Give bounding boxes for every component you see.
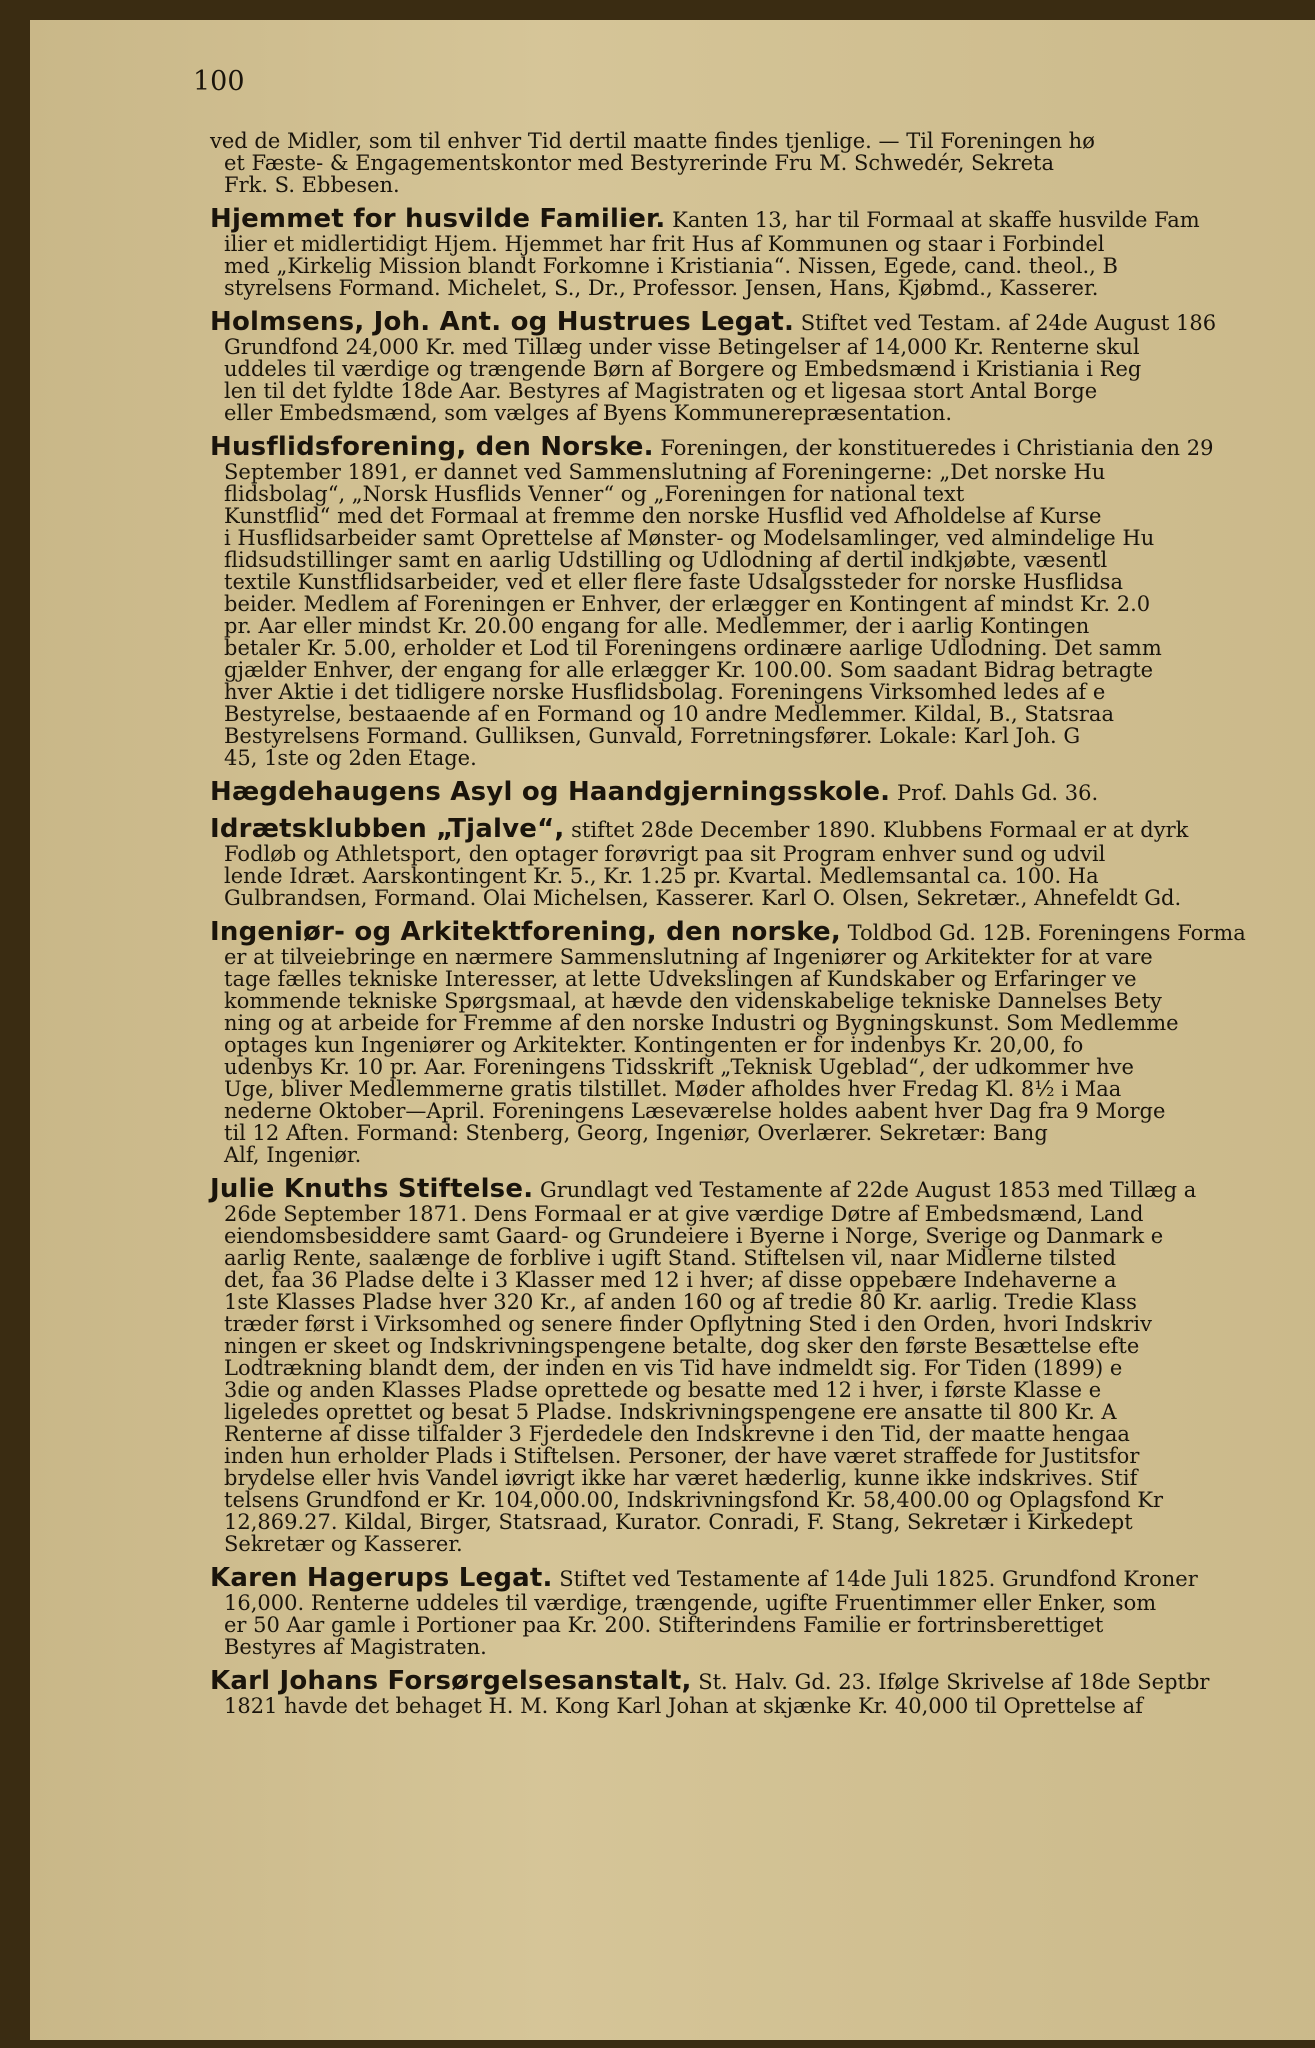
text-line: Stiftet ved Testam. af 24de August 186	[794, 311, 1217, 335]
text-line: er 50 Aar gamle i Portioner paa Kr. 200. Stifterindens Familie er fortrinsberettiget	[224, 1613, 1104, 1637]
text-line: ning og at arbeide for Fremme af den norske Industri og Bygningskunst. Som Medlemme	[224, 1011, 1179, 1035]
text-line: Sekretær og Kasserer.	[224, 1532, 463, 1556]
text-line: Grundlagt ved Testamente af 22de August 1853 med Tillæg a	[533, 1178, 1197, 1202]
entry-karl-johans	[210, 1668, 1315, 1717]
text-line: September 1891, er dannet ved Sammenslutning af Foreningerne: „Det norske Hu	[224, 460, 1106, 484]
entry-heading: Karl Johans Forsørgelsesanstalt,	[210, 1666, 692, 1696]
text-line: flidsbolag“, „Norsk Husflids Venner“ og „Foreningen for national text	[224, 482, 965, 506]
text-line: flidsudstillinger samt en aarlig Udstilling og Udlodning af dertil indkjøbte, væsentl	[224, 548, 1108, 572]
text-line: Fodløb og Athletsport, den optager forøvrigt paa sit Program enhver sund og udvil	[224, 842, 1106, 866]
text-line: med „Kirkelig Mission blandt Forkomne i Kristiania“. Nissen, Egede, cand. theol., B	[224, 254, 1118, 278]
text-line: 12,869.27. Kildal, Birger, Statsraad, Kurator. Conradi, F. Stang, Sekretær i Kirkedept	[224, 1510, 1133, 1534]
text-line: kommende tekniske Spørgsmaal, at hævde den videnskabelige tekniske Dannelses Bety	[224, 989, 1162, 1013]
text-line: træder først i Virksomhed og senere finder Opflytning Sted i den Orden, hvori Indskriv	[224, 1312, 1152, 1336]
text-line: styrelsens Formand. Michelet, S., Dr., Professor. Jensen, Hans, Kjøbmd., Kasserer.	[224, 276, 1099, 300]
entry-heading: Karen Hagerups Legat.	[210, 1563, 553, 1593]
text-line: eller Embedsmænd, som vælges af Byens Kommunerepræsentation.	[224, 401, 953, 425]
text-line: Lodtrækning blandt dem, der inden en vis Tid have indmeldt sig. For Tiden (1899) e	[224, 1356, 1123, 1380]
text-line: til 12 Aften. Formand: Stenberg, Georg, Ingeniør, Overlærer. Sekretær: Bang	[224, 1121, 1048, 1145]
text-line: ilier et midlertidigt Hjem. Hjemmet har frit Hus af Kommunen og staar i Forbindel	[224, 232, 1105, 256]
intro-paragraph	[210, 130, 1315, 196]
text-line: Foreningen, der konstitueredes i Christiania den 29	[653, 436, 1214, 460]
text-line: Toldbod Gd. 12B. Foreningens Forma	[840, 921, 1246, 945]
text-line: len til det fyldte 18de Aar. Bestyres af Magistraten og et ligesaa stort Antal Borge	[224, 379, 1098, 403]
text-line: optages kun Ingeniører og Arkitekter. Kontingenten er for indenbys Kr. 20,00, fo	[224, 1033, 1084, 1057]
text-line: Kanten 13, har til Formaal at skaffe husvilde Fam	[665, 208, 1200, 232]
text-line: nederne Oktober—April. Foreningens Læseværelse holdes aabent hver Dag fra 9 Morge	[224, 1099, 1166, 1123]
text-line: eiendomsbesiddere samt Gaard- og Grundeiere i Byerne i Norge, Sverige og Danmark e	[224, 1224, 1164, 1248]
text-line: 1821 havde det behaget H. M. Kong Karl Johan at skjænke Kr. 40,000 til Oprettelse af	[224, 1694, 1143, 1718]
text-line: stiftet 28de December 1890. Klubbens Formaal er at dyrk	[564, 818, 1189, 842]
text-line: brydelse eller hvis Vandel iøvrigt ikke har været hæderlig, kunne ikke indskrives. Stif	[224, 1466, 1138, 1490]
text-line: 3die og anden Klasses Pladse oprettede og besatte med 12 i hver, i første Klasse e	[224, 1378, 1102, 1402]
text-line: 1ste Klasses Pladse hver 320 Kr., af anden 160 og af tredie 80 Kr. aarlig. Tredie Klass	[224, 1290, 1137, 1314]
text-line: Bestyres af Magistraten.	[224, 1635, 487, 1659]
text-line: Frk. S. Ebbesen.	[224, 173, 400, 197]
text-line: Alf, Ingeniør.	[224, 1143, 362, 1167]
text-line: tage fælles tekniske Interesser, at lette Udvekslingen af Kundskaber og Erfaringer ve	[224, 967, 1137, 991]
text-line: det, faa 36 Pladse delte i 3 Klasser med 12 i hver; af disse oppebære Indehaverne a	[224, 1268, 1117, 1292]
text-line: 26de September 1871. Dens Formaal er at give værdige Døtre af Embedsmænd, Land	[224, 1202, 1144, 1226]
text-line: Kunstflid“ med det Formaal at fremme den norske Husflid ved Afholdelse af Kurse	[224, 504, 1102, 528]
text-line: uddeles til værdige og trængende Børn af Borgere og Embedsmænd i Kristiania i Reg	[224, 357, 1142, 381]
text-line: St. Halv. Gd. 23. Ifølge Skrivelse af 18de Septbr	[691, 1670, 1210, 1694]
entry-ingenior-forening	[210, 919, 1315, 1166]
text-line: pr. Aar eller mindst Kr. 20.00 engang for alle. Medlemmer, der i aarlig Kontingen	[224, 614, 1090, 638]
entry-heading: Holmsens, Joh. Ant. og Hustrues Legat.	[210, 307, 795, 337]
entry-heading: Hjemmet for husvilde Familier.	[210, 204, 666, 234]
text-line: textile Kunstflidsarbeider, ved et eller flere faste Udsalgssteder for norske Husflidsa	[224, 570, 1123, 594]
entry-husflidsforening	[210, 434, 1315, 769]
entry-tjalve	[210, 816, 1315, 909]
text-line: udenbys Kr. 10 pr. Aar. Foreningens Tidsskrift „Teknisk Ugeblad“, der udkommer hve	[224, 1055, 1134, 1079]
text-line: ved de Midler, som til enhver Tid dertil maatte findes tjenlige. — Til Foreningen hø	[210, 129, 1095, 153]
entry-haegdehaugens	[210, 779, 1315, 806]
entry-heading: Ingeniør- og Arkitektforening, den norske,	[210, 917, 841, 947]
text-line: Bestyrelsens Formand. Gulliksen, Gunvald, Forretningsfører. Lokale: Karl Joh. G	[224, 724, 1081, 748]
text-line: aarlig Rente, saalænge de forblive i ugift Stand. Stiftelsen vil, naar Midlerne tilsted	[224, 1246, 1117, 1270]
text-line: gjælder Enhver, der engang for alle erlægger Kr. 100.00. Som saadant Bidrag betragte	[224, 658, 1154, 682]
entry-heading: Hægdehaugens Asyl og Haandgjerningsskole.	[210, 777, 891, 807]
text-line: Grundfond 24,000 Kr. med Tillæg under visse Betingelser af 14,000 Kr. Renterne skul	[224, 335, 1140, 359]
text-line: beider. Medlem af Foreningen er Enhver, der erlægger en Kontingent af mindst Kr. 2.0	[224, 592, 1151, 616]
text-line: hver Aktie i det tidligere norske Husflidsbolag. Foreningens Virksomhed ledes af e	[224, 680, 1106, 704]
text-line: ligeledes oprettet og besat 5 Pladse. Indskrivningspengene ere ansatte til 800 Kr. A	[224, 1400, 1117, 1424]
text-line: er at tilveiebringe en nærmere Sammenslutning af Ingeniører og Arkitekter for at vare	[224, 945, 1153, 969]
text-line: Gulbrandsen, Formand. Olai Michelsen, Kasserer. Karl O. Olsen, Sekretær., Ahnefeldt Gd.	[224, 886, 1182, 910]
text-line: Uge, bliver Medlemmerne gratis tilstillet. Møder afholdes hver Fredag Kl. 8½ i Maa	[224, 1077, 1122, 1101]
text-line: Bestyrelse, bestaaende af en Formand og 10 andre Medlemmer. Kildal, B., Statsraa	[224, 702, 1114, 726]
entry-heading: Julie Knuths Stiftelse.	[210, 1174, 534, 1204]
entry-julie-knuths	[210, 1176, 1315, 1555]
text-line: telsens Grundfond er Kr. 104,000.00, Indskrivningsfond Kr. 58,400.00 og Oplagsfond Kr	[224, 1488, 1164, 1512]
entry-hjemmet	[210, 206, 1315, 299]
page-number: 100	[193, 66, 245, 97]
entry-karen-hagerups	[210, 1565, 1315, 1658]
text-line: Prof. Dahls Gd. 36.	[890, 781, 1099, 805]
text-line: i Husflidsarbeider samt Oprettelse af Mønster- og Modelsamlinger, ved almindelige Hu	[224, 526, 1155, 550]
entry-heading: Idrætsklubben „Tjalve“,	[210, 814, 565, 844]
text-column	[210, 130, 1315, 1717]
text-line: 45, 1ste og 2den Etage.	[224, 746, 477, 770]
text-line: 16,000. Renterne uddeles til værdige, trængende, ugifte Fruentimmer eller Enker, som	[224, 1591, 1157, 1615]
text-line: Renterne af disse tilfalder 3 Fjerdedele den Indskrevne i den Tid, der maatte hengaa	[224, 1422, 1130, 1446]
text-line: betaler Kr. 5.00, erholder et Lod til Foreningens ordinære aarlige Udlodning. Det samm	[224, 636, 1162, 660]
text-line: ningen er skeet og Indskrivningspengene betalte, dog sker den første Besættelse efte	[224, 1334, 1140, 1358]
text-line: Stiftet ved Testamente af 14de Juli 1825. Grundfond Kroner	[552, 1567, 1198, 1591]
entry-heading: Husflidsforening, den Norske.	[210, 432, 654, 462]
text-line: et Fæste- & Engagementskontor med Bestyrerinde Fru M. Schwedér, Sekreta	[224, 151, 1055, 175]
text-line: lende Idræt. Aarskontingent Kr. 5., Kr. 1.25 pr. Kvartal. Medlemsantal ca. 100. Ha	[224, 864, 1099, 888]
document-page	[30, 20, 1315, 2040]
text-line: inden hun erholder Plads i Stiftelsen. Personer, der have været straffede for Justitsfor	[224, 1444, 1140, 1468]
entry-holmsens	[210, 309, 1315, 424]
